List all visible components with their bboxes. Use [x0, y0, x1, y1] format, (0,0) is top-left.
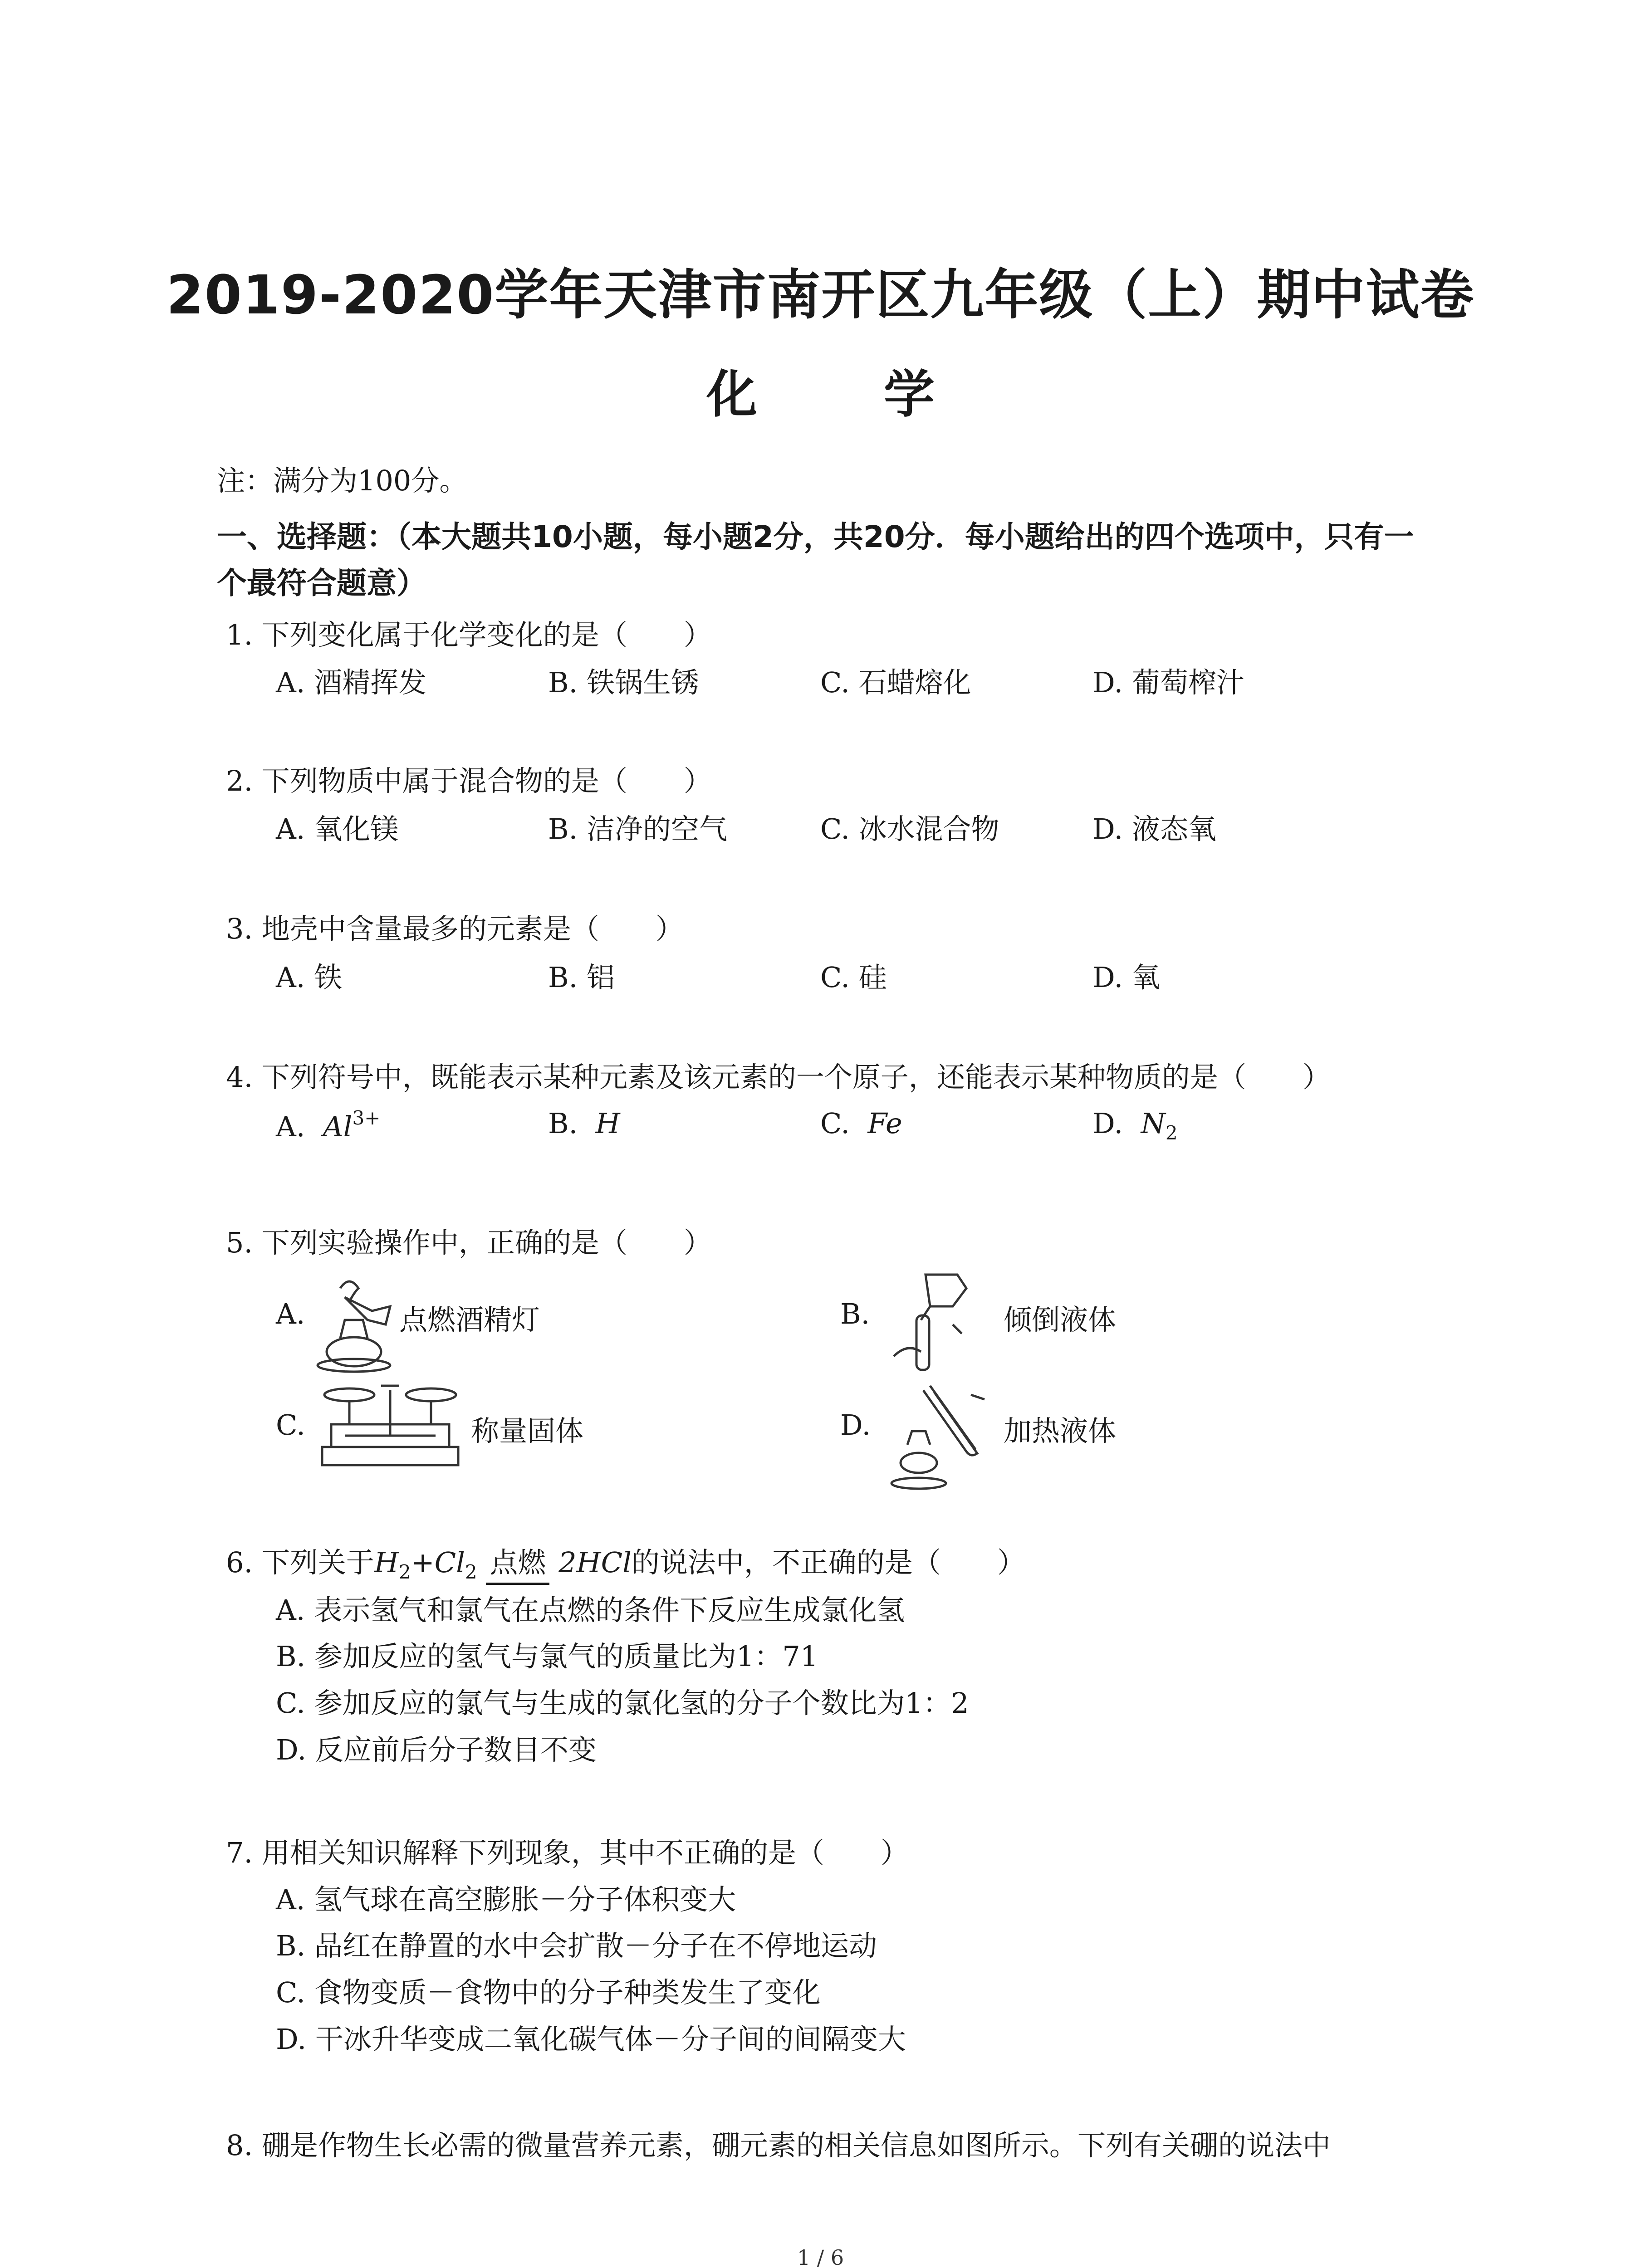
q1-option-c: C. 石蜡熔化: [820, 666, 971, 699]
q6-stem-prefix: 6. 下列关于: [226, 1546, 374, 1579]
q4-option-d: [1092, 1107, 1178, 1144]
q1-option-a: A. 酒精挥发: [276, 666, 427, 699]
q4-option-c-symbol: Fe: [867, 1107, 902, 1140]
q6-eq-h-sub: 2: [398, 1561, 411, 1583]
q1-option-d: D. 葡萄榨汁: [1092, 666, 1244, 699]
balance-scale-icon: [318, 1377, 463, 1476]
q5-option-d-label: 加热液体: [1004, 1414, 1117, 1447]
question-4-stem: 4. 下列符号中，既能表示某种元素及该元素的一个原子，还能表示某种物质的是（ ）: [226, 1061, 1331, 1094]
q7-option-a: A. 氢气球在高空膨胀－分子体积变大: [276, 1883, 736, 1916]
q3-option-d: D. 氧: [1092, 961, 1160, 994]
alcohol-lamp-lighting-icon: [313, 1270, 408, 1374]
page-title: 2019-2020学年天津市南开区九年级（上）期中试卷: [166, 264, 1475, 326]
q6-stem-suffix: 的说法中，不正确的是（ ）: [631, 1546, 1025, 1579]
q4-option-d-subscript: 2: [1165, 1122, 1178, 1144]
q4-option-b: [548, 1107, 620, 1140]
q4-option-a-charge: 3+: [352, 1107, 381, 1129]
q6-eq-cl-sub: 2: [465, 1561, 477, 1583]
q2-option-a: A. 氧化镁: [276, 812, 399, 846]
q6-option-a: A. 表示氢气和氯气在点燃的条件下反应生成氯化氢: [276, 1593, 905, 1627]
q6-eq-condition: 点燃: [486, 1540, 549, 1580]
question-1-stem: 1. 下列变化属于化学变化的是（ ）: [226, 618, 712, 651]
section-heading-line1: 一、选择题：（本大题共10小题，每小题2分，共20分．每小题给出的四个选项中，只有一: [217, 519, 1414, 554]
q5-option-b-label: 倾倒液体: [1004, 1303, 1117, 1336]
q3-option-c: C. 硅: [820, 961, 887, 994]
q5-option-b-letter: B.: [840, 1297, 870, 1330]
q5-option-d-letter: D.: [840, 1408, 871, 1442]
q6-eq-plus: +: [411, 1546, 435, 1579]
q4-option-d-letter: D.: [1092, 1107, 1123, 1140]
q4-option-b-symbol: H: [595, 1107, 620, 1140]
q5-option-c-letter: C.: [276, 1408, 305, 1442]
q1-option-b: B. 铁锅生锈: [548, 666, 699, 699]
pouring-liquid-icon: [885, 1266, 989, 1383]
q5-option-c-label: 称量固体: [471, 1414, 584, 1447]
page-subtitle: 化 学: [706, 365, 989, 424]
page-number: 1 / 6: [797, 2245, 844, 2268]
q4-option-a-letter: A.: [276, 1110, 305, 1143]
q7-option-d: D. 干冰升华变成二氧化碳气体－分子间的间隔变大: [276, 2023, 906, 2056]
q2-option-c: C. 冰水混合物: [820, 812, 999, 846]
q4-option-c: [820, 1107, 902, 1140]
q2-option-b: B. 洁净的空气: [548, 812, 727, 846]
q4-option-a: [276, 1107, 380, 1143]
q3-option-a: A. 铁: [276, 961, 343, 994]
question-8-stem: 8. 硼是作物生长必需的微量营养元素，硼元素的相关信息如图所示。下列有关硼的说法中: [226, 2129, 1331, 2162]
q7-option-b: B. 品红在静置的水中会扩散－分子在不停地运动: [276, 1929, 877, 1962]
question-2-stem: 2. 下列物质中属于混合物的是（ ）: [226, 764, 712, 797]
q3-option-b: B. 铝: [548, 961, 615, 994]
q6-option-c: C. 参加反应的氯气与生成的氯化氢的分子个数比为1：2: [276, 1686, 969, 1720]
question-7-stem: 7. 用相关知识解释下列现象，其中不正确的是（ ）: [226, 1836, 909, 1869]
q4-option-b-letter: B.: [548, 1107, 578, 1140]
q6-eq-cl: Cl: [434, 1546, 465, 1579]
heating-test-tube-icon: [880, 1377, 998, 1495]
q4-option-a-symbol: Al: [323, 1110, 353, 1143]
q6-option-b: B. 参加反应的氢气与氯气的质量比为1：71: [276, 1640, 818, 1673]
q5-option-a-label: 点燃酒精灯: [399, 1303, 540, 1336]
question-5-stem: 5. 下列实验操作中，正确的是（ ）: [226, 1226, 712, 1259]
q4-option-d-symbol: N: [1141, 1107, 1166, 1140]
question-3-stem: 3. 地壳中含量最多的元素是（ ）: [226, 912, 684, 945]
q6-eq-h: H: [374, 1546, 399, 1579]
question-6-stem: [226, 1540, 1025, 1583]
q6-option-d: D. 反应前后分子数目不变: [276, 1733, 597, 1766]
q4-option-c-letter: C.: [820, 1107, 850, 1140]
q6-eq-product: 2HCl: [558, 1546, 632, 1579]
q7-option-c: C. 食物变质－食物中的分子种类发生了变化: [276, 1976, 821, 2009]
score-note: 注：满分为100分。: [217, 464, 468, 497]
q5-option-a-letter: A.: [276, 1297, 305, 1330]
section-heading-line2: 个最符合题意）: [217, 566, 426, 601]
q2-option-d: D. 液态氧: [1092, 812, 1216, 846]
